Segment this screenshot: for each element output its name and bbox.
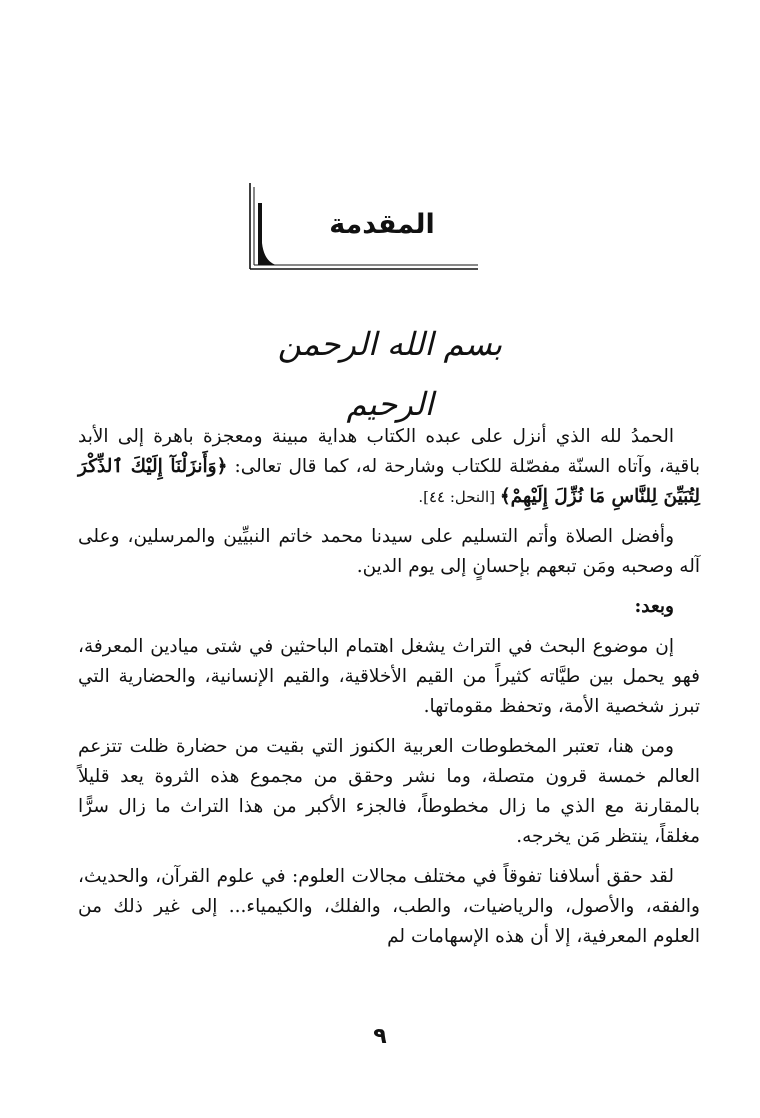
- paragraph-sciences: [78, 862, 700, 952]
- paragraph-text: وأفضل الصلاة وأتم التسليم على سيدنا محمد خاتم النبيِّين والمرسلين، وعلى آله وصحبه ومَن تبعهم بإحسانٍ إلى يوم الدين.: [78, 526, 700, 577]
- paragraph-text: ومن هنا، تعتبر المخطوطات العربية الكنوز التي بقيت من حضارة ظلت تتزعم العالم خمسة قرون متصلة، وما نشر وحقق من مجموع هذه الثروة يعد قليلاً بالمقارنة مع الذي ما زال مخطوطاً، فالجزء الأكبر من هذا التراث ما زال سرًّا مغلقاً، ينتظر مَن يخرجه.: [78, 736, 700, 847]
- paragraph-salat: [78, 522, 700, 582]
- paragraph-heritage: [78, 632, 700, 722]
- paragraph-text: إن موضوع البحث في التراث يشغل اهتمام الباحثين في شتى ميادين المعرفة، فهو يحمل بين طيَّاته كثيراً من القيم الأخلاقية، والقيم الإنسانية، والحضارية التي تبرز شخصية الأمة، وتحفظ مقوماتها.: [78, 636, 700, 717]
- section-heading-wabad: وبعد:: [634, 596, 674, 617]
- basmala-calligraphy: بسم الله الرحمن الرحيم: [277, 325, 503, 423]
- page-title: المقدمة: [329, 209, 435, 240]
- verse-reference: [النحل: ٤٤].: [418, 488, 500, 506]
- document-body: [78, 422, 700, 962]
- chapter-title-frame: [248, 183, 480, 271]
- page-number: ٩: [373, 1024, 387, 1049]
- paragraph-text: لقد حقق أسلافنا تفوقاً في مختلف مجالات العلوم: في علوم القرآن، والحديث، والفقه، والأصول، والرياضيات، والطب، والفلك، والكيمياء... إلى غير ذلك من العلوم المعرفية، إلا أن هذه الإسهامات لم: [78, 866, 700, 947]
- quran-verse: ﴿وَأَنزَلْنَآ إِلَيْكَ ٱلذِّكْرَ لِتُبَيِّنَ لِلنَّاسِ مَا نُزِّلَ إِلَيْهِمْ﴾: [78, 456, 700, 507]
- paragraph-text: الحمدُ لله الذي أنزل على عبده الكتاب هداية مبينة ومعجزة باهرة إلى الأبد باقية، وآتاه السنّة مفصّلة للكتاب وشارحة له، كما قال تعالى:: [78, 426, 701, 477]
- paragraph-manuscripts: [78, 732, 700, 852]
- paragraph-intro: [78, 422, 700, 512]
